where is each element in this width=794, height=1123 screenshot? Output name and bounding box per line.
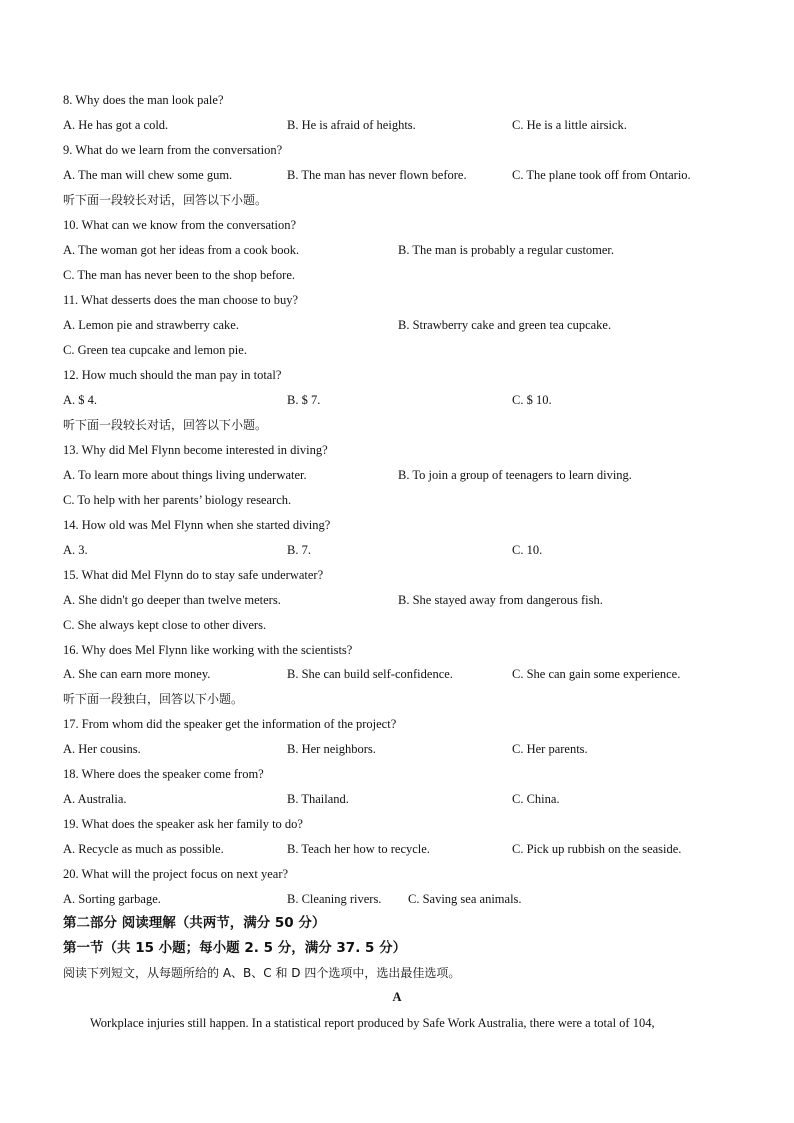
question-16-stem: 16. Why does Mel Flynn like working with the scientists?: [63, 643, 353, 657]
option-13b: B. To join a group of teenagers to learn diving.: [398, 468, 632, 482]
option-9b: B. The man has never flown before.: [287, 168, 467, 182]
option-18c: C. China.: [512, 792, 560, 806]
option-12a: A. $ 4.: [63, 393, 98, 407]
option-8b: B. He is afraid of heights.: [287, 118, 416, 132]
listening-instruction: 听下面一段较长对话，回答以下小题。: [63, 193, 268, 207]
option-16b: B. She can build self-confidence.: [287, 667, 453, 681]
option-12c: C. $ 10.: [512, 393, 552, 407]
option-20b: B. Cleaning rivers.: [287, 892, 382, 906]
question-11-stem: 11. What desserts does the man choose to buy?: [63, 293, 299, 307]
option-10b: B. The man is probably a regular customer.: [398, 243, 615, 257]
option-8c: C. He is a little airsick.: [512, 118, 627, 132]
option-18a: A. Australia.: [63, 792, 127, 806]
option-14b: B. 7.: [287, 543, 311, 557]
question-17-stem: 17. From whom did the speaker get the information of the project?: [63, 717, 397, 731]
option-17b: B. Her neighbors.: [287, 742, 376, 756]
question-8-stem: 8. Why does the man look pale?: [63, 93, 224, 107]
question-12-stem: 12. How much should the man pay in total?: [63, 368, 282, 382]
option-19a: A. Recycle as much as possible.: [63, 842, 224, 856]
option-16a: A. She can earn more money.: [63, 667, 211, 681]
option-11a: A. Lemon pie and strawberry cake.: [63, 318, 239, 332]
option-16c: C. She can gain some experience.: [512, 667, 681, 681]
question-10-stem: 10. What can we know from the conversation?: [63, 218, 297, 232]
option-19b: B. Teach her how to recycle.: [287, 842, 430, 856]
listening-instruction: 听下面一段较长对话，回答以下小题。: [63, 418, 268, 432]
question-13-stem: 13. Why did Mel Flynn become interested in diving?: [63, 443, 328, 457]
option-17c: C. Her parents.: [512, 742, 588, 756]
option-14c: C. 10.: [512, 543, 543, 557]
option-13a: A. To learn more about things living underwater.: [63, 468, 307, 482]
question-18-stem: 18. Where does the speaker come from?: [63, 767, 264, 781]
option-12b: B. $ 7.: [287, 393, 321, 407]
option-20c: C. Saving sea animals.: [408, 892, 522, 906]
option-13c: C. To help with her parents’ biology research.: [63, 493, 292, 507]
question-9-stem: 9. What do we learn from the conversation?: [63, 143, 283, 157]
passage-text: Workplace injuries still happen. In a statistical report produced by Safe Work Australia, there were a total of 104,: [90, 1016, 655, 1030]
section-heading: 第一节（共 15 小题；每小题 2. 5 分，满分 37. 5 分）: [63, 940, 407, 956]
option-10a: A. The woman got her ideas from a cook book.: [63, 243, 300, 257]
reading-instruction: 阅读下列短文，从每题所给的 A、B、C 和 D 四个选项中，选出最佳选项。: [63, 966, 461, 980]
passage-label: A: [392, 990, 402, 1004]
option-8a: A. He has got a cold.: [63, 118, 169, 132]
option-9c: C. The plane took off from Ontario.: [512, 168, 691, 182]
option-15a: A. She didn't go deeper than twelve meters.: [63, 593, 281, 607]
option-14a: A. 3.: [63, 543, 88, 557]
option-10c: C. The man has never been to the shop before.: [63, 268, 295, 282]
option-20a: A. Sorting garbage.: [63, 892, 161, 906]
option-15c: C. She always kept close to other divers.: [63, 618, 267, 632]
option-11b: B. Strawberry cake and green tea cupcake.: [398, 318, 612, 332]
question-14-stem: 14. How old was Mel Flynn when she started diving?: [63, 518, 331, 532]
option-11c: C. Green tea cupcake and lemon pie.: [63, 343, 247, 357]
question-20-stem: 20. What will the project focus on next year?: [63, 867, 289, 881]
option-9a: A. The man will chew some gum.: [63, 168, 233, 182]
option-19c: C. Pick up rubbish on the seaside.: [512, 842, 682, 856]
option-15b: B. She stayed away from dangerous fish.: [398, 593, 603, 607]
question-15-stem: 15. What did Mel Flynn do to stay safe underwater?: [63, 568, 324, 582]
option-17a: A. Her cousins.: [63, 742, 141, 756]
part-heading: 第二部分 阅读理解（共两节，满分 50 分）: [63, 915, 326, 931]
option-18b: B. Thailand.: [287, 792, 349, 806]
question-19-stem: 19. What does the speaker ask her family to do?: [63, 817, 303, 831]
listening-instruction: 听下面一段独白，回答以下小题。: [63, 692, 244, 706]
